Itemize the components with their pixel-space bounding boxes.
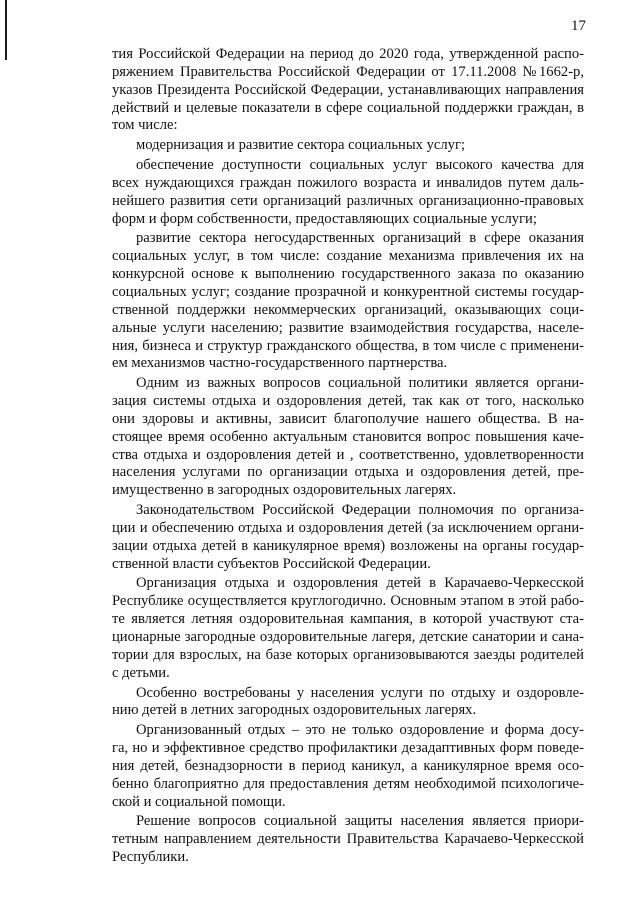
text-line: Организация отдыха и оздоровления детей в Карачаево-Черкесской	[136, 575, 584, 592]
text-line: Республике осуществляется круглогодично. Основным этапом в этой рабо-	[112, 593, 584, 610]
text-line: Законодательством Российской Федерации полномочия по организа-	[136, 502, 584, 519]
text-line: тия Российской Федерации на период до 2020 года, утвержденной распо-	[112, 46, 584, 62]
text-line: Одним из важных вопросов социальной политики является органи-	[136, 375, 584, 392]
text-line: конкурсной основе к выполнению государственного заказа по оказанию	[112, 266, 584, 283]
text-line: ния детей, безнадзорности в период каникул, а каникулярное время осо-	[112, 757, 584, 774]
text-line: ния, бизнеса и структур гражданского общества, в том числе с применени-	[112, 337, 584, 354]
paragraph	[112, 575, 584, 682]
paragraph	[112, 685, 584, 721]
text-line: форм и форм собственности, предоставляющих социальные услуги;	[112, 210, 537, 227]
text-line: ции и обеспечению отдыха и оздоровления детей (за исключением органи-	[112, 519, 584, 536]
text-line: бенно благоприятно для предоставления детям необходимой психологиче-	[112, 775, 584, 792]
text-line: нейшего развития сети организаций различных организационно-правовых	[112, 192, 584, 209]
text-line: ционарные загородные оздоровительные лагеря, детские санатории и сана-	[112, 629, 584, 645]
text-line: альные услуги населению; развитие взаимодействия государства, населе-	[112, 319, 584, 336]
text-line: ской и социальной помощи.	[112, 793, 286, 810]
text-line: всех нуждающихся граждан пожилого возраста и инвалидов путем даль-	[112, 174, 584, 191]
text-line: действий и целевые показатели в сфере социальной поддержки граждан, в	[112, 99, 584, 116]
text-line: они здоровы и активны, зависит благополучие нашего общества. В на-	[112, 410, 584, 427]
text-line: зации отдыха детей в каникулярное время) возложены на органы государ-	[112, 537, 584, 554]
scan-edge-mark	[5, 0, 7, 60]
text-line: социальных услуг; создание прозрачной и конкурентной системы государ-	[112, 283, 584, 300]
text-line: обеспечение доступности социальных услуг высокого качества для	[136, 157, 584, 174]
paragraph	[112, 375, 584, 500]
paragraph	[112, 722, 584, 811]
text-line: Решение вопросов социальной защиты населения является приори-	[136, 813, 584, 830]
text-line: модернизация и развитие сектора социальных услуг;	[136, 137, 465, 154]
text-line: социальных услуг, в том числе: создание механизма привлечения их на	[112, 248, 584, 265]
text-line: тории для взрослых, на базе которых организовываются заезды родителей	[112, 646, 584, 663]
text-line: имущественно в загородных оздоровительных лагерях.	[112, 482, 457, 499]
text-line: ряжением Правительства Российской Федерации от 17.11.2008 №1662-р,	[112, 63, 584, 80]
text-line: ства отдыха и оздоровления детей и , соответственно, удовлетворенности	[112, 446, 584, 463]
paragraph	[112, 46, 584, 135]
text-line: те является летняя оздоровительная кампания, в которой участвуют ста-	[112, 611, 584, 628]
text-line: Республики.	[112, 849, 189, 866]
document-body	[112, 46, 584, 867]
paragraph	[112, 230, 584, 373]
paragraph	[112, 502, 584, 573]
text-line: Особенно востребованы у населения услуги по отдыху и оздоровле-	[136, 684, 584, 701]
text-line: га, но и эффективное средство профилактики дезадаптивных форм поведе-	[112, 740, 584, 757]
paragraph	[112, 813, 584, 867]
paragraph	[112, 137, 584, 155]
text-line: зация системы отдыха и оздоровления детей, так как от того, насколько	[112, 393, 584, 410]
text-line: ем механизмов частно-государственного партнерства.	[112, 355, 448, 372]
text-line: Организованный отдых – это не только оздоровление и форма досу-	[136, 722, 584, 739]
text-line: развитие сектора негосударственных организаций в сфере оказания	[136, 230, 584, 247]
paragraph	[112, 157, 584, 228]
text-line: том числе:	[112, 117, 178, 134]
text-line: тетным направлением деятельности Правительства Карачаево-Черкесской	[112, 831, 584, 848]
text-line: ственной поддержки некоммерческих организаций, оказывающих соци-	[112, 301, 584, 318]
text-line: с детьми.	[112, 664, 170, 681]
text-line: ственной власти субъектов Российской Федерации.	[112, 555, 431, 572]
text-line: указов Президента Российской Федерации, устанавливающих направления	[112, 81, 584, 98]
text-line: населения услугами по организации отдыха и оздоровления детей, пре-	[112, 464, 584, 481]
text-line: стоящее время особенно актуальным становится вопрос повышения каче-	[112, 428, 584, 445]
page-number: 17	[571, 18, 586, 34]
text-line: нию детей в летних загородных оздоровительных лагерях.	[112, 702, 477, 719]
